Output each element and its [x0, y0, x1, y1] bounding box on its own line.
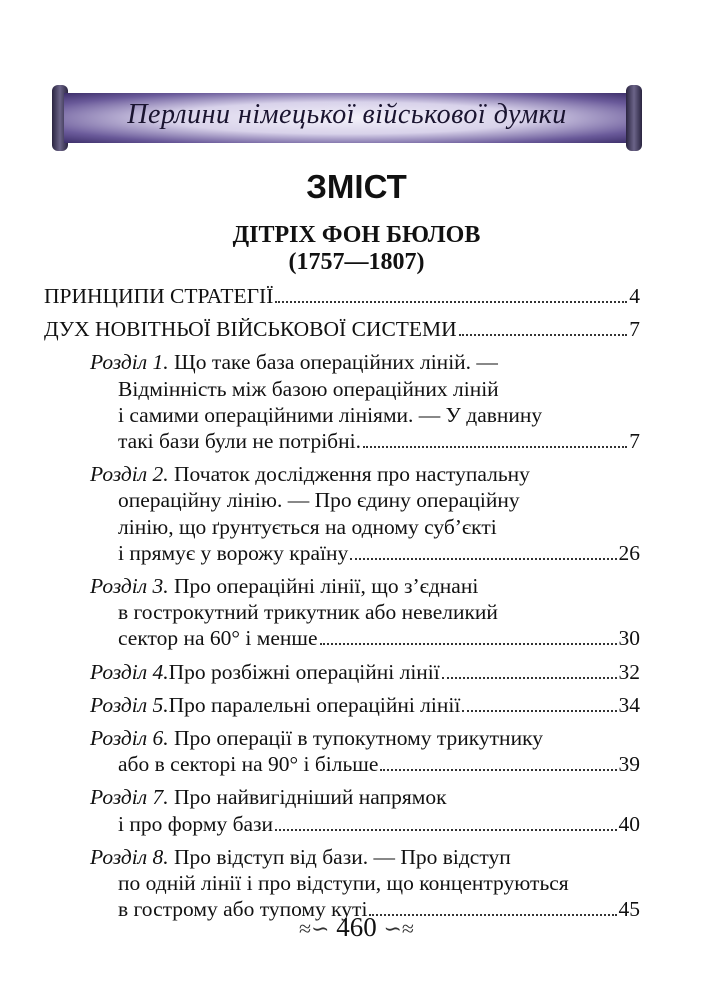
ornament-right-icon: ∽≈	[383, 916, 415, 941]
ornament-left-icon: ≈∽	[298, 916, 330, 941]
toc-chapter-entry[interactable]	[44, 784, 640, 836]
series-title: Перлини німецької військової думки	[127, 99, 567, 130]
leader-dots	[459, 334, 628, 336]
chapter-text: сектор на 60° і менше	[118, 626, 318, 651]
chapter-label: Розділ 4.	[90, 659, 169, 684]
toc-chapter-entry[interactable]	[44, 461, 640, 566]
series-banner	[52, 85, 642, 151]
entry-page: 7	[629, 429, 640, 454]
leader-dots	[442, 677, 617, 679]
entry-line	[90, 659, 640, 685]
page-number: 460	[336, 912, 377, 942]
entry-line	[90, 349, 640, 375]
entry-line	[90, 599, 640, 625]
chapter-text: в гострому або тупому куті	[118, 897, 368, 922]
chapter-text: Що таке база операційних ліній. —	[168, 350, 498, 375]
leader-dots	[320, 643, 617, 645]
entry-line	[90, 692, 640, 718]
chapter-text: і прямує у ворожу країну	[118, 540, 349, 565]
toc-chapter-entry[interactable]	[44, 349, 640, 454]
chapter-label: Розділ 3.	[90, 574, 169, 599]
chapter-text: або в секторі на 90° і більше	[118, 752, 379, 777]
chapter-text: Відмінність між базою операційних ліній	[118, 376, 499, 401]
entry-line	[90, 784, 640, 810]
chapter-label: Розділ 8.	[90, 844, 169, 869]
toc-chapter-entry[interactable]	[44, 659, 640, 685]
table-of-contents	[44, 283, 640, 929]
author-name: ДІТРІХ ФОН БЮЛОВ	[232, 222, 481, 248]
chapter-text: в гострокутний трикутник або невеликий	[118, 600, 498, 625]
toc-entry[interactable]	[44, 316, 640, 342]
chapter-text: і про форму бази	[118, 811, 274, 836]
entry-page: 40	[618, 811, 640, 836]
chapter-text: Про розбіжні операційні лінії	[168, 659, 440, 684]
entry-page: 32	[618, 659, 640, 684]
entry-line	[90, 870, 640, 896]
chapter-text: Початок дослідження про наступальну	[168, 462, 530, 487]
chapter-label: Розділ 1.	[90, 350, 169, 375]
entry-page: 39	[618, 752, 640, 777]
chapter-text: і самими операційними лініями. — У давнину	[118, 402, 543, 427]
entry-page: 45	[618, 897, 640, 922]
contents-heading: ЗМІСТ	[306, 168, 407, 205]
toc-chapter-entry[interactable]	[44, 692, 640, 718]
chapter-text: операційну лінію. — Про єдину операційну	[118, 488, 520, 513]
entry-title: ДУХ НОВІТНЬОЇ ВІЙСЬКОВОЇ СИСТЕМИ	[44, 317, 457, 342]
chapter-text: Про операційні лінії, що з’єднані	[168, 574, 479, 599]
entry-line	[90, 625, 640, 651]
entry-line	[90, 811, 640, 837]
entry-page: 4	[629, 284, 640, 308]
leader-dots	[363, 446, 627, 448]
chapter-text: Про паралельні операційні лінії	[168, 692, 461, 717]
entry-page: 30	[618, 626, 640, 651]
entry-line	[90, 402, 640, 428]
leader-dots	[275, 301, 627, 303]
entry-line	[90, 428, 640, 454]
entry-line	[90, 725, 640, 751]
chapter-text: Про найвигідніший напрямок	[168, 785, 447, 810]
entry-line	[90, 461, 640, 487]
entry-page: 7	[629, 317, 640, 342]
leader-dots	[275, 829, 616, 831]
entry-title: ПРИНЦИПИ СТРАТЕГІЇ	[44, 284, 274, 308]
entry-page: 26	[618, 540, 640, 565]
chapter-text: Про відступ від бази. — Про відступ	[168, 844, 511, 869]
chapter-text: такі бази були не потрібні.	[118, 429, 361, 454]
chapter-text: лінію, що ґрунтується на одному суб’єкті	[118, 514, 497, 539]
chapter-label: Розділ 2.	[90, 462, 169, 487]
toc-chapter-entry[interactable]	[44, 844, 640, 923]
entry-line	[90, 487, 640, 513]
chapter-label: Розділ 6.	[90, 726, 169, 751]
page-footer	[0, 912, 713, 943]
entry-line	[90, 376, 640, 402]
leader-dots	[380, 769, 616, 771]
entry-line	[90, 844, 640, 870]
chapter-label: Розділ 7.	[90, 785, 169, 810]
author-years: (1757—1807)	[288, 249, 425, 275]
toc-entry[interactable]	[44, 283, 640, 309]
chapter-text: Про операції в тупокутному трикутнику	[168, 726, 543, 751]
entry-page: 34	[618, 692, 640, 717]
entry-line	[90, 514, 640, 540]
toc-chapter-entry[interactable]	[44, 573, 640, 652]
entry-line	[90, 751, 640, 777]
chapter-text: по одній лінії і про відступи, що концентруються	[118, 871, 569, 896]
toc-chapter-entry[interactable]	[44, 725, 640, 777]
leader-dots	[462, 710, 616, 712]
entry-line	[90, 573, 640, 599]
entry-line	[90, 540, 640, 566]
leader-dots	[350, 558, 616, 560]
chapter-label: Розділ 5.	[90, 692, 169, 717]
author-heading	[0, 222, 713, 276]
